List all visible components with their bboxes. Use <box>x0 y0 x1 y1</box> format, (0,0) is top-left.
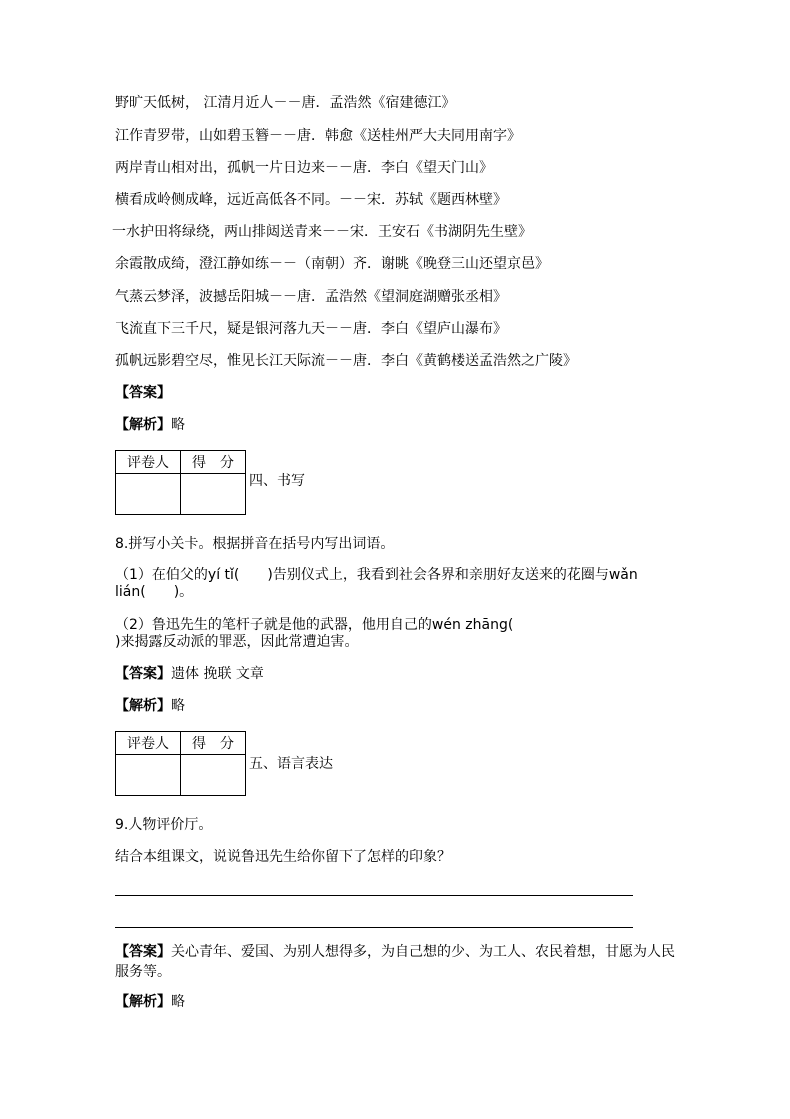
answer-label: 【答案】 <box>115 944 171 960</box>
question-item: lián( )。 <box>115 584 194 600</box>
analysis-row <box>115 697 185 715</box>
answer-label: 【答案】 <box>115 385 171 401</box>
answer-label: 【答案】 <box>115 666 171 682</box>
section-title: 五、语言表达 <box>249 756 333 772</box>
grader-cell-reviewer[interactable] <box>116 474 181 515</box>
grader-header-score: 得 分 <box>181 732 246 755</box>
poem-line: 一水护田将绿绕，两山排闼送青来－－宋．王安石《书湖阴先生壁》 <box>112 224 532 240</box>
analysis-text: 略 <box>171 698 185 714</box>
poem-line: 余霞散成绮，澄江静如练－－（南朝）齐．谢眺《晚登三山还望京邑》 <box>115 256 549 272</box>
analysis-label: 【解析】 <box>115 417 171 433</box>
grader-header-reviewer: 评卷人 <box>116 732 181 755</box>
answer-text: 遗体 挽联 文章 <box>171 666 264 682</box>
question-title: 9.人物评价厅。 <box>115 817 213 833</box>
question-item: （1）在伯父的yí tǐ( )告别仪式上，我看到社会各界和亲朋好友送来的花圈与wǎn <box>115 567 638 583</box>
analysis-text: 略 <box>171 417 185 433</box>
grader-cell-reviewer[interactable] <box>116 755 181 796</box>
grader-cell-score[interactable] <box>181 755 246 796</box>
grader-table <box>115 450 246 515</box>
grader-table <box>115 731 246 796</box>
question-prompt: 结合本组课文，说说鲁迅先生给你留下了怎样的印象？ <box>115 849 451 865</box>
poem-line: 江作青罗带，山如碧玉簪－－唐．韩愈《送桂州严大夫同用南字》 <box>115 128 521 144</box>
answer-row <box>115 384 171 402</box>
poem-line: 飞流直下三千尺，疑是银河落九天－－唐．李白《望庐山瀑布》 <box>115 321 507 337</box>
grader-header-score: 得 分 <box>181 451 246 474</box>
poem-line: 横看成岭侧成峰，远近高低各不同。－－宋．苏轼《题西林壁》 <box>115 192 507 208</box>
section-title: 四、书写 <box>249 473 305 489</box>
analysis-row <box>115 993 185 1011</box>
question-title: 8.拼写小关卡。根据拼音在括号内写出词语。 <box>115 536 395 552</box>
analysis-row <box>115 416 185 434</box>
poem-line: 孤帆远影碧空尽，惟见长江天际流－－唐．李白《黄鹤楼送孟浩然之广陵》 <box>115 353 577 369</box>
poem-line: 野旷天低树， 江清月近人－－唐．孟浩然《宿建德江》 <box>115 95 456 111</box>
poem-line: 气蒸云梦泽，波撼岳阳城－－唐．孟浩然《望洞庭湖赠张丞相》 <box>115 289 507 305</box>
grader-cell-score[interactable] <box>181 474 246 515</box>
answer-row <box>115 943 675 961</box>
answer-writing-line[interactable] <box>115 927 633 928</box>
analysis-text: 略 <box>171 994 185 1010</box>
answer-row <box>115 665 264 683</box>
poem-line: 两岸青山相对出，孤帆一片日边来－－唐．李白《望天门山》 <box>115 160 493 176</box>
question-item: （2）鲁迅先生的笔杆子就是他的武器，他用自己的wén zhāng( <box>115 617 514 633</box>
answer-writing-line[interactable] <box>115 895 633 896</box>
question-item: )来揭露反动派的罪恶，因此常遭迫害。 <box>115 634 359 650</box>
answer-continuation: 服务等。 <box>115 964 171 980</box>
grader-header-reviewer: 评卷人 <box>116 451 181 474</box>
answer-text: 关心青年、爱国、为别人想得多，为自己想的少、为工人、农民着想，甘愿为人民 <box>171 944 675 960</box>
analysis-label: 【解析】 <box>115 698 171 714</box>
analysis-label: 【解析】 <box>115 994 171 1010</box>
